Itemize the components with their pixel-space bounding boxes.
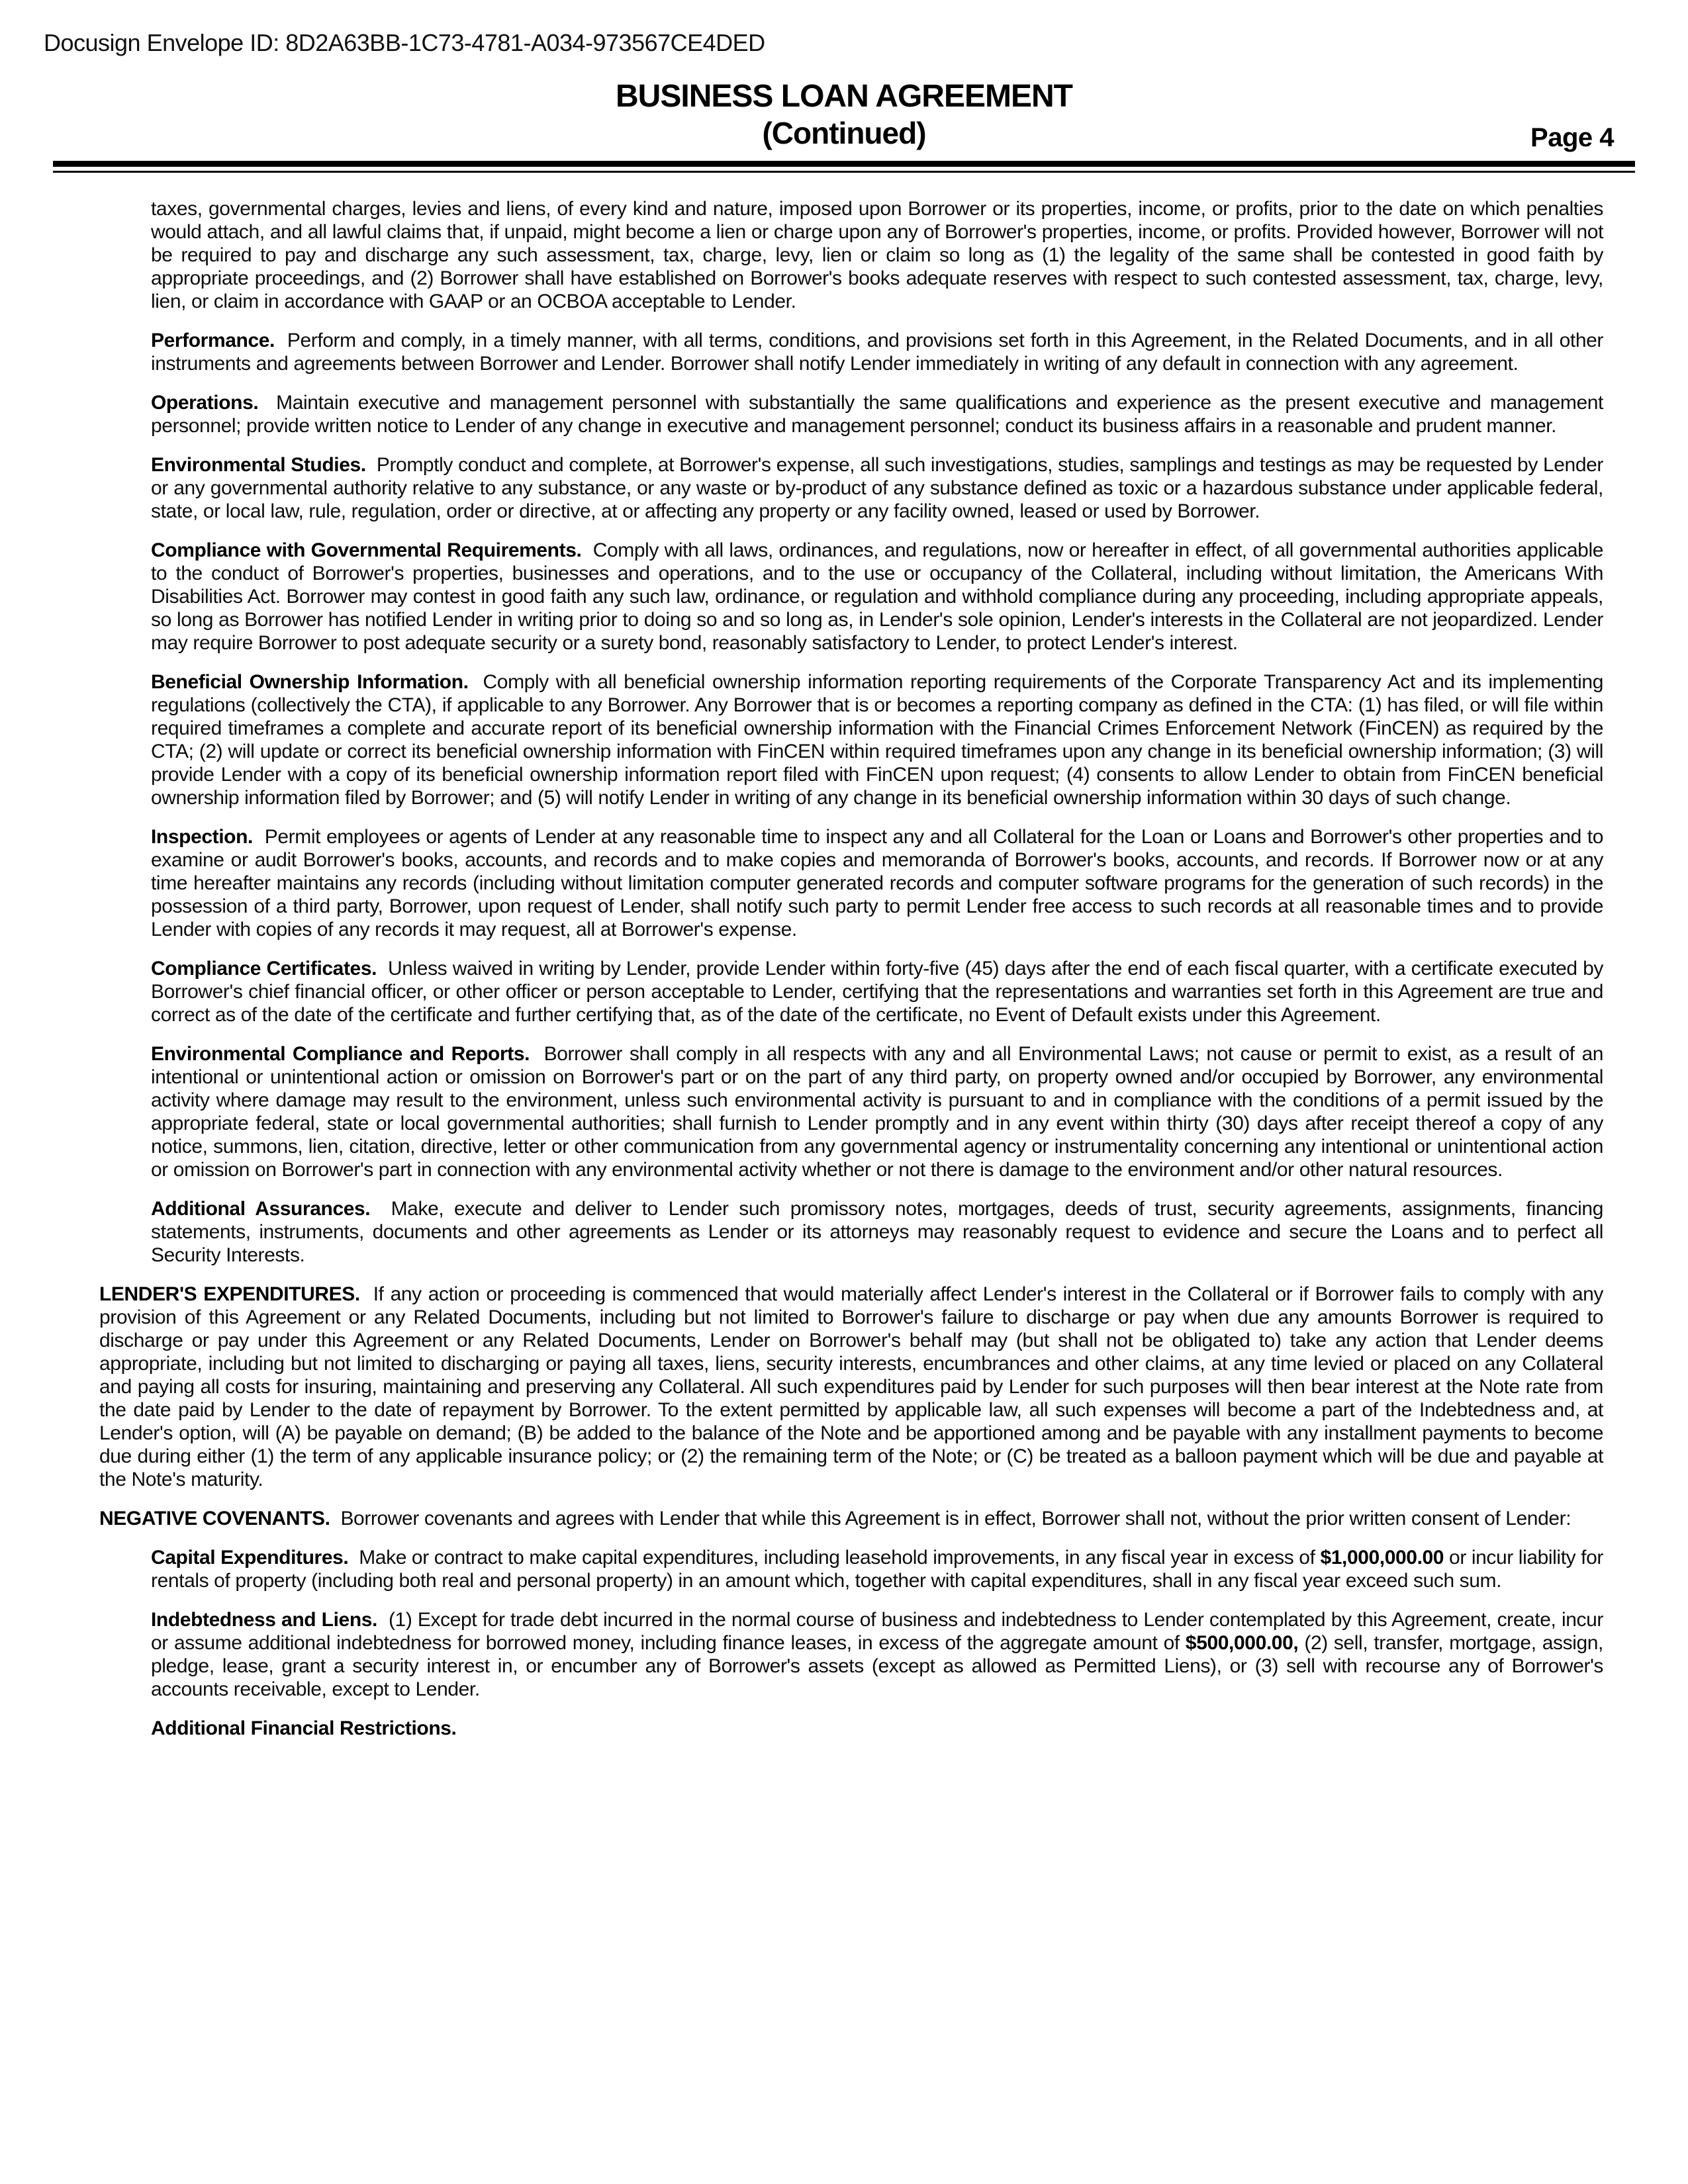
paragraph-heading: Operations. [151, 392, 259, 414]
paragraph-additional-financial-restrictions [151, 1717, 1603, 1740]
paragraph-compliance-governmental [151, 539, 1603, 655]
paragraph-heading: Compliance Certificates. [151, 958, 377, 979]
paragraph-performance [151, 329, 1603, 375]
paragraph-text: taxes, governmental charges, levies and liens, of every kind and nature, imposed upon Borrower or its properties, income, or profits, prior to the date on which penalties would attach, and all lawful claims that, if unpaid, might become a lien or charge upon any of Borrower's properties, income, or profits. Provided however, Borrower will not be required to pay and discharge any such assessment, tax, charge, levy, lien or claim so long as (1) the legality of the same shall be contested in good faith by appropriate proceedings, and (2) Borrower shall have established on Borrower's books adequate reserves with respect to such contested assessment, tax, charge, levy, lien, or claim in accordance with GAAP or an OCBOA acceptable to Lender. [151, 198, 1603, 312]
bold-amount: $500,000.00, [1185, 1632, 1299, 1654]
paragraph-heading: Inspection. [151, 826, 253, 848]
paragraph-heading: Compliance with Governmental Requirements. [151, 539, 582, 561]
document-body [99, 197, 1603, 1756]
paragraph-operations [151, 391, 1603, 437]
paragraph-text: Comply with all laws, ordinances, and regulations, now or hereafter in effect, of all governmental authorities applicable to the conduct of Borrower's properties, businesses and operations, and to the use or occupancy of the Collateral, including without limitation, the Americans With Disabilities Act. Borrower may contest in good faith any such law, ordinance, or regulation and withhold compliance during any proceeding, including appropriate appeals, so long as Borrower has notified Lender in writing prior to doing so and so long as, in Lender's sole opinion, Lender's interests in the Collateral are not jeopardized. Lender may require Borrower to post adequate security or a surety bond, reasonably satisfactory to Lender, to protect Lender's interest. [151, 539, 1604, 654]
page-number: Page 4 [1530, 123, 1614, 152]
document-title: BUSINESS LOAN AGREEMENT [616, 79, 1072, 114]
paragraph-text: If any action or proceeding is commenced that would materially affect Lender's interest in the Collateral or if Borrower fails to comply with any provision of this Agreement or any Related Documents, including but not limited to Borrower's failure to discharge or pay when due any amounts Borrower is required to discharge or pay under this Agreement or any Related Documents, Lender on Borrower's behalf may (but shall not be obligated to) take any action that Lender deems appropriate, including but not limited to discharging or paying all taxes, liens, security interests, encumbrances and other claims, at any time levied or placed on any Collateral and paying all costs for insuring, maintaining and preserving any Collateral. All such expenditures paid by Lender for such purposes will then bear interest at the Note rate from the date paid by Lender to the date of repayment by Borrower. To the extent permitted by applicable law, all such expenses will become a part of the Indebtedness and, at Lender's option, will (A) be payable on demand; (B) be added to the balance of the Note and be apportioned among and be payable with any installment payments to become due during either (1) the term of any applicable insurance policy; or (2) the remaining term of the Note; or (C) be treated as a balloon payment which will be due and payable at the Note's maturity. [99, 1283, 1604, 1490]
paragraph-heading: Environmental Studies. [151, 454, 366, 476]
paragraph-text: (2) sell, transfer, mortgage, assign, pledge, lease, grant a security interest in, or encumber any of Borrower's assets (except as allowed as Permitted Liens), or (3) sell with recourse any of Borrower's accounts receivable, except to Lender. [151, 1632, 1603, 1700]
paragraph-compliance-certificates [151, 957, 1603, 1026]
paragraph-heading: Additional Financial Restrictions. [151, 1717, 457, 1739]
paragraph-capital-expenditures [151, 1546, 1603, 1592]
docusign-envelope-id: Docusign Envelope ID: 8D2A63BB-1C73-4781-A034-973567CE4DED [44, 29, 765, 56]
paragraph-heading: Performance. [151, 330, 275, 351]
paragraph-additional-assurances [151, 1197, 1603, 1267]
paragraph-inspection [151, 825, 1603, 941]
paragraph-text: Maintain executive and management personnel with substantially the same qualifications and experience as the present executive and management personnel; provide written notice to Lender of any change in executive and management personnel; conduct its business affairs in a reasonable and prudent manner. [151, 392, 1603, 437]
paragraph-indebtedness-liens [151, 1608, 1603, 1701]
document-header [0, 78, 1688, 151]
paragraph-environmental-studies [151, 453, 1603, 523]
paragraph-heading: Environmental Compliance and Reports. [151, 1043, 530, 1065]
paragraph-heading: Additional Assurances. [151, 1198, 371, 1220]
paragraph-text: Promptly conduct and complete, at Borrower's expense, all such investigations, studies, samplings and testings as may be requested by Lender or any governmental authority relative to any substance, or any waste or by-product of any substance defined as toxic or a hazardous substance under applicable federal, state, or local law, rule, regulation, order or directive, at or affecting any property or any facility owned, leased or used by Borrower. [151, 454, 1603, 522]
paragraph-text: (1) Except for trade debt incurred in the normal course of business and indebtedness to Lender contemplated by this Agreement, create, incur or assume additional indebtedness for borrowed money, including finance leases, in excess of the aggregate amount of [151, 1609, 1603, 1654]
paragraph-text: Make or contract to make capital expenditures, including leasehold improvements, in any fiscal year in excess of [359, 1547, 1321, 1569]
paragraph-continuation [151, 197, 1603, 313]
document-subtitle: (Continued) [762, 116, 926, 150]
paragraph-heading: Beneficial Ownership Information. [151, 671, 469, 693]
paragraph-text: Unless waived in writing by Lender, provide Lender within forty-five (45) days after the end of each fiscal quarter, with a certificate executed by Borrower's chief financial officer, or other officer or person acceptable to Lender, certifying that the representations and warranties set forth in this Agreement are true and correct as of the date of the certificate and further certifying that, as of the date of the certificate, no Event of Default exists under this Agreement. [151, 958, 1603, 1026]
paragraph-text: Make, execute and deliver to Lender such promissory notes, mortgages, deeds of trust, security agreements, assignments, financing statements, instruments, documents and other agreements as Lender or its attorneys may reasonably request to evidence and secure the Loans and to perfect all Security Interests. [151, 1198, 1604, 1266]
paragraph-heading: NEGATIVE COVENANTS. [99, 1508, 330, 1529]
paragraph-text: Borrower shall comply in all respects with any and all Environmental Laws; not cause or permit to exist, as a result of an intentional or unintentional action or omission on Borrower's part or on the part of any third party, on property owned and/or occupied by Borrower, any environmental activity where damage may result to the environment, unless such environmental activity is pursuant to and in compliance with the conditions of a permit issued by the appropriate federal, state or local governmental authorities; shall furnish to Lender promptly and in any event within thirty (30) days after receipt thereof a copy of any notice, summons, lien, citation, directive, letter or other communication from any governmental agency or instrumentality concerning any intentional or unintentional action or omission on Borrower's part in connection with any environmental activity whether or not there is damage to the environment and/or other natural resources. [151, 1043, 1604, 1181]
paragraph-heading: LENDER'S EXPENDITURES. [99, 1283, 360, 1305]
paragraph-text: Permit employees or agents of Lender at any reasonable time to inspect any and all Collateral for the Loan or Loans and Borrower's other properties and to examine or audit Borrower's books, accounts, and records and to make copies and memoranda of Borrower's books, accounts, and records. If Borrower now or at any time hereafter maintains any records (including without limitation computer generated records and computer software programs for the generation of such records) in the possession of a third party, Borrower, upon request of Lender, shall notify such party to permit Lender free access to such records at all reasonable times and to provide Lender with copies of any records it may request, all at Borrower's expense. [151, 826, 1603, 940]
paragraph-text: Borrower covenants and agrees with Lender that while this Agreement is in effect, Borrower shall not, without the prior written consent of Lender: [340, 1508, 1571, 1529]
bold-amount: $1,000,000.00 [1320, 1547, 1444, 1569]
paragraph-lenders-expenditures [99, 1283, 1603, 1491]
paragraph-heading: Indebtedness and Liens. [151, 1609, 377, 1631]
paragraph-text: Comply with all beneficial ownership information reporting requirements of the Corporate Transparency Act and its implementing regulations (collectively the CTA), if applicable to any Borrower. Any Borrower that is or becomes a reporting company as defined in the CTA: (1) has filed, or will file within required timeframes a complete and accurate report of its beneficial ownership information with the Financial Crimes Enforcement Network (FinCEN) as required by the CTA; (2) will update or correct its beneficial ownership information with FinCEN within required timeframes upon any change in its beneficial ownership information; (3) will provide Lender with a copy of its beneficial ownership information report filed with FinCEN upon request; (4) consents to allow Lender to obtain from FinCEN beneficial ownership information filed by Borrower; and (5) will notify Lender in writing of any change in its beneficial ownership information within 30 days of such change. [151, 671, 1603, 809]
paragraph-environmental-compliance [151, 1042, 1603, 1181]
paragraph-negative-covenants [99, 1507, 1603, 1530]
paragraph-beneficial-ownership [151, 670, 1603, 809]
paragraph-heading: Capital Expenditures. [151, 1547, 349, 1569]
paragraph-text: Perform and comply, in a timely manner, with all terms, conditions, and provisions set forth in this Agreement, in the Related Documents, and in all other instruments and agreements between Borrower and Lender. Borrower shall notify Lender immediately in writing of any default in connection with any agreement. [151, 330, 1603, 375]
paragraph-text: or incur liability for rentals of property (including both real and personal property) in an amount which, together with capital expenditures, shall in any fiscal year exceed such sum. [151, 1547, 1603, 1592]
header-rule [53, 161, 1635, 173]
